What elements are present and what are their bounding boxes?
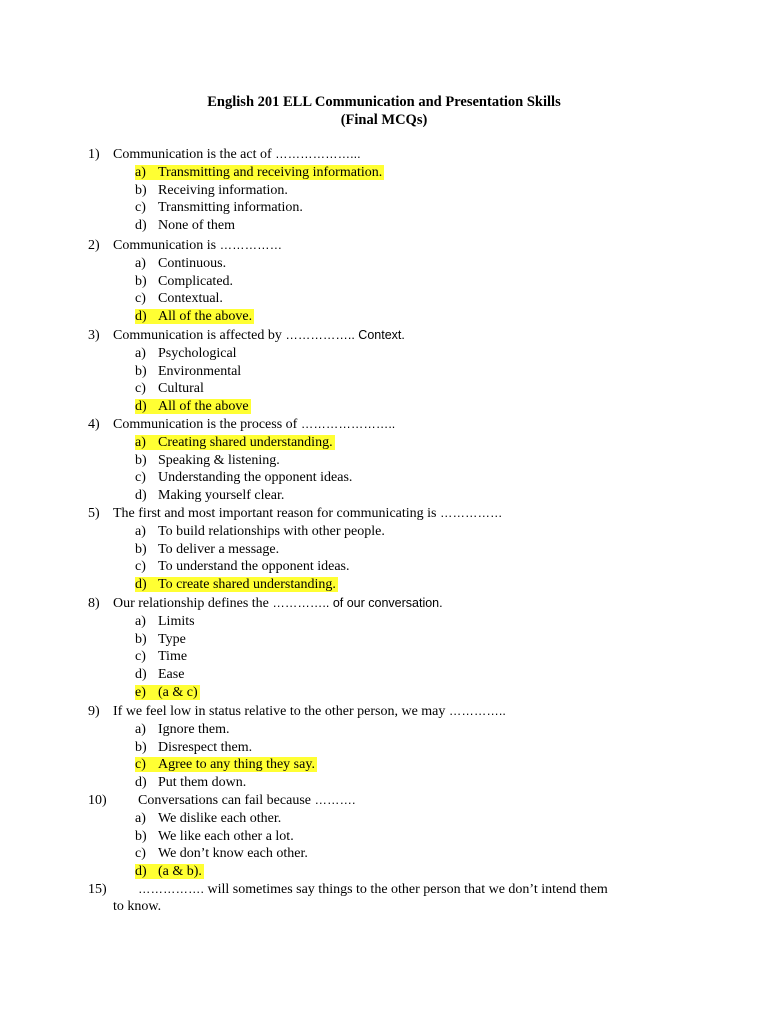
question-continuation: to know.	[113, 899, 162, 914]
option-text: To build relationships with other people.	[158, 524, 385, 539]
answer-option	[135, 631, 186, 648]
option-text: Type	[158, 632, 186, 647]
highlighted-answer	[135, 435, 335, 450]
question-text: Communication is affected by	[113, 328, 286, 343]
option-body	[135, 722, 230, 737]
answer-option	[135, 845, 308, 862]
option-text: To create shared understanding.	[158, 577, 336, 592]
option-letter: d)	[135, 488, 147, 503]
highlighted-answer	[135, 577, 338, 592]
option-letter: c)	[135, 559, 146, 574]
option-text: We don’t know each other.	[158, 846, 308, 861]
option-body	[135, 183, 288, 198]
option-letter: a)	[135, 256, 146, 271]
answer-option	[135, 774, 246, 791]
option-body	[135, 488, 284, 503]
option-letter: b)	[135, 453, 147, 468]
answer-option	[135, 164, 384, 181]
question-blank: …………….	[138, 882, 204, 896]
option-letter: d)	[135, 864, 147, 879]
highlighted-answer	[135, 399, 251, 414]
question-blank: ………….. of our conversation.	[272, 596, 443, 610]
answer-option	[135, 487, 284, 504]
option-body	[135, 274, 233, 289]
answer-option	[135, 739, 252, 756]
option-text: Ease	[158, 667, 185, 682]
answer-option	[135, 666, 184, 683]
answer-option	[135, 648, 187, 665]
answer-option	[135, 576, 338, 593]
option-text: (a & c)	[158, 685, 198, 700]
option-letter: a)	[135, 165, 146, 180]
question-text: Our relationship defines the	[113, 596, 273, 611]
answer-option	[135, 452, 280, 469]
question-number: 15)	[88, 882, 107, 897]
answer-option	[135, 182, 288, 199]
question-1	[88, 237, 698, 254]
question-blank: …………………..	[300, 417, 396, 431]
option-text: Cultural	[158, 381, 204, 396]
answer-option	[135, 273, 233, 290]
answer-option	[135, 255, 226, 272]
option-text: All of the above	[158, 399, 249, 414]
option-text: Creating shared understanding.	[158, 435, 333, 450]
question-0	[88, 146, 698, 163]
option-text: Put them down.	[158, 775, 247, 790]
option-text: Speaking & listening.	[158, 453, 280, 468]
option-letter: b)	[135, 632, 147, 647]
answer-option	[135, 828, 294, 845]
option-body	[135, 346, 237, 361]
option-body	[135, 811, 281, 826]
option-text: Limits	[158, 614, 195, 629]
question-text: Communication is the process of	[113, 417, 301, 432]
option-letter: d)	[135, 577, 147, 592]
option-body	[135, 775, 246, 790]
question-blank: …………..	[448, 704, 506, 718]
option-letter: d)	[135, 218, 147, 233]
option-text: Transmitting information.	[158, 200, 303, 215]
question-text: The first and most important reason for communicating is	[113, 506, 440, 521]
option-text: We like each other a lot.	[158, 829, 294, 844]
option-letter: e)	[135, 685, 146, 700]
option-text: We dislike each other.	[158, 811, 282, 826]
question-number: 9)	[88, 704, 100, 719]
question-text: If we feel low in status relative to the other person, we may	[113, 704, 449, 719]
option-body	[135, 256, 226, 271]
option-text: Agree to any thing they say.	[158, 757, 315, 772]
question-5	[88, 595, 698, 612]
question-4	[88, 505, 698, 522]
answer-option	[135, 217, 235, 234]
option-letter: c)	[135, 381, 146, 396]
option-letter: b)	[135, 829, 147, 844]
option-body	[135, 649, 187, 664]
option-text: Time	[158, 649, 188, 664]
question-blank: ………………...	[275, 147, 361, 161]
option-letter: a)	[135, 524, 146, 539]
question-7	[88, 792, 698, 809]
answer-option	[135, 363, 241, 380]
option-body	[135, 740, 252, 755]
question-number: 8)	[88, 596, 100, 611]
question-6	[88, 703, 698, 720]
answer-option	[135, 380, 204, 397]
question-number: 1)	[88, 147, 100, 162]
option-text: Disrespect them.	[158, 740, 253, 755]
highlighted-answer	[135, 757, 317, 772]
title-line-1: English 201 ELL Communication and Presentation Skills	[207, 94, 561, 110]
option-letter: a)	[135, 346, 146, 361]
option-text: To understand the opponent ideas.	[158, 559, 350, 574]
option-body	[135, 559, 349, 574]
option-text: None of them	[158, 218, 235, 233]
option-body	[135, 470, 352, 485]
answer-option	[135, 756, 317, 773]
option-text: Transmitting and receiving information.	[158, 165, 383, 180]
option-letter: d)	[135, 667, 147, 682]
highlighted-answer	[135, 864, 204, 879]
question-number: 3)	[88, 328, 100, 343]
option-text: Receiving information.	[158, 183, 288, 198]
option-body	[135, 667, 184, 682]
option-letter: c)	[135, 846, 146, 861]
option-letter: b)	[135, 364, 147, 379]
question-text: Communication is	[113, 238, 220, 253]
answer-option	[135, 398, 251, 415]
highlighted-answer	[135, 165, 384, 180]
option-body	[135, 632, 186, 647]
option-letter: c)	[135, 200, 146, 215]
question-blank: ……………	[439, 506, 503, 520]
option-letter: c)	[135, 757, 146, 772]
answer-option	[135, 290, 223, 307]
answer-option	[135, 345, 237, 362]
option-body	[135, 524, 385, 539]
option-letter: b)	[135, 183, 147, 198]
question-blank: …………….. Context.	[285, 328, 405, 342]
answer-option	[135, 469, 352, 486]
option-letter: c)	[135, 291, 146, 306]
option-letter: a)	[135, 811, 146, 826]
option-body	[135, 200, 303, 215]
option-body	[135, 453, 280, 468]
option-letter: a)	[135, 435, 146, 450]
question-text-after: will sometimes say things to the other person that we don’t intend them	[203, 882, 608, 897]
option-text: Contextual.	[158, 291, 223, 306]
option-letter: c)	[135, 470, 146, 485]
option-letter: a)	[135, 614, 146, 629]
option-body	[135, 291, 223, 306]
option-letter: b)	[135, 274, 147, 289]
option-letter: a)	[135, 722, 146, 737]
option-letter: d)	[135, 309, 147, 324]
answer-option	[135, 613, 195, 630]
option-body	[135, 829, 294, 844]
option-body	[135, 381, 204, 396]
question-8	[88, 881, 698, 915]
question-text: Communication is the act of	[113, 147, 276, 162]
option-text: To deliver a message.	[158, 542, 280, 557]
answer-option	[135, 721, 230, 738]
question-2	[88, 327, 698, 344]
highlighted-answer	[135, 685, 200, 700]
option-letter: c)	[135, 649, 146, 664]
answer-option	[135, 863, 204, 880]
option-letter: d)	[135, 399, 147, 414]
highlighted-answer	[135, 309, 254, 324]
option-text: Understanding the opponent ideas.	[158, 470, 353, 485]
answer-option	[135, 810, 281, 827]
answer-option	[135, 558, 349, 575]
option-text: Making yourself clear.	[158, 488, 285, 503]
option-text: Psychological	[158, 346, 237, 361]
answer-option	[135, 308, 254, 325]
option-text: Ignore them.	[158, 722, 230, 737]
question-number: 10)	[88, 793, 107, 808]
page-title	[0, 93, 768, 129]
option-body	[135, 542, 279, 557]
option-text: Continuous.	[158, 256, 227, 271]
question-text: Conversations can fail because	[138, 793, 315, 808]
option-text: All of the above.	[158, 309, 253, 324]
answer-option	[135, 684, 200, 701]
question-number: 5)	[88, 506, 100, 521]
option-body	[135, 218, 235, 233]
option-letter: b)	[135, 740, 147, 755]
option-text: Environmental	[158, 364, 242, 379]
title-line-2: (Final MCQs)	[340, 112, 428, 128]
option-body	[135, 846, 308, 861]
option-text: (a & b).	[158, 864, 202, 879]
question-blank: ……….	[314, 793, 356, 807]
answer-option	[135, 434, 335, 451]
answer-option	[135, 523, 385, 540]
answer-option	[135, 199, 303, 216]
question-3	[88, 416, 698, 433]
question-blank: ……………	[219, 238, 283, 252]
question-number: 4)	[88, 417, 100, 432]
option-body	[135, 364, 241, 379]
question-number: 2)	[88, 238, 100, 253]
option-body	[135, 614, 195, 629]
answer-option	[135, 541, 279, 558]
option-letter: d)	[135, 775, 147, 790]
option-text: Complicated.	[158, 274, 234, 289]
option-letter: b)	[135, 542, 147, 557]
